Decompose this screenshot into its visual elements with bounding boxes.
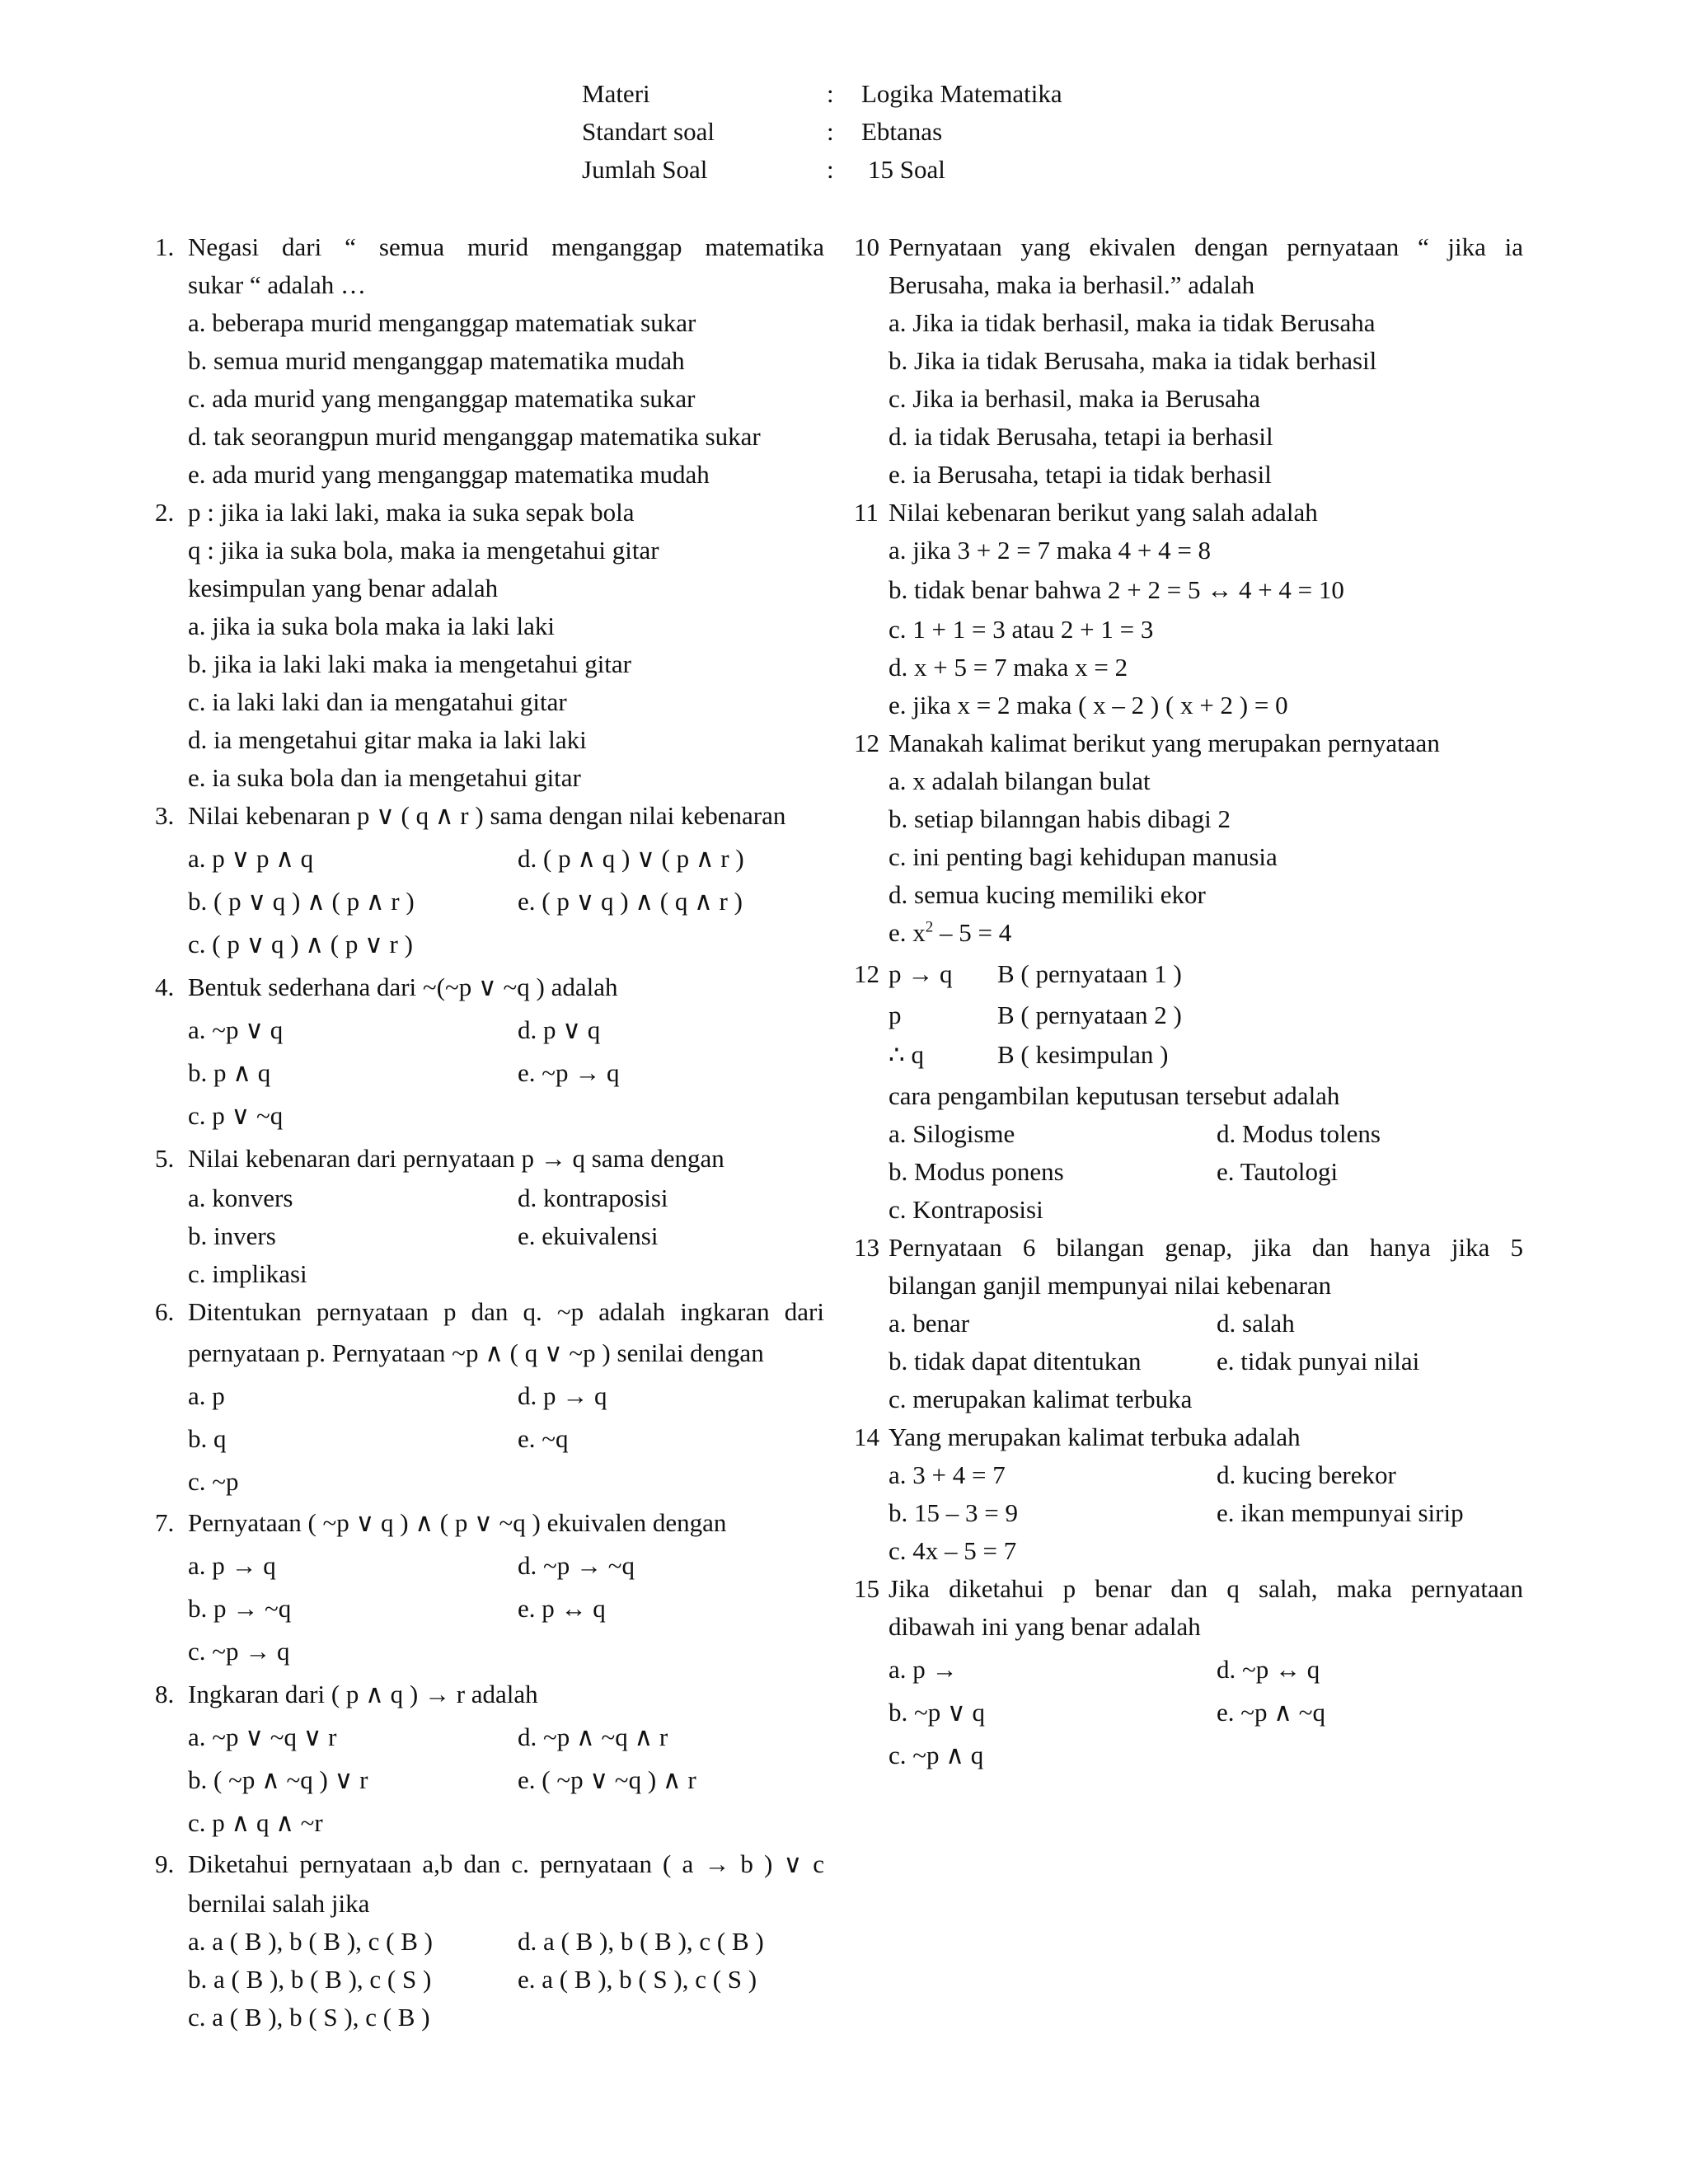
option-d: d. semua kucing memiliki ekor (889, 880, 1206, 909)
option-c: c. 4x – 5 = 7 (889, 1536, 1017, 1565)
question-text: Diketahui pernyataan a,b dan c. pernyataan ( a → b ) ∨ c (188, 1849, 824, 1878)
option-a: a. jika ia suka bola maka ia laki laki (188, 612, 556, 640)
question-text: Pernyataan ( ~p ∨ q ) ∧ ( p ∨ ~q ) ekuivalen dengan (188, 1508, 727, 1537)
option-b: b. p → ~q (188, 1594, 292, 1623)
option-e: e. ( p ∨ q ) ∧ ( q ∧ r ) (518, 887, 743, 916)
header-separator: : (827, 155, 834, 184)
option-e: e. ~p → q (518, 1058, 620, 1087)
option-a: a. p → (889, 1655, 958, 1684)
question-text: Bentuk sederhana dari ~(~p ∨ ~q ) adalah (188, 972, 618, 1001)
option-b: b. tidak dapat ditentukan (889, 1347, 1142, 1376)
option-e: e. jika x = 2 maka ( x – 2 ) ( x + 2 ) = 0 (889, 691, 1288, 719)
question-number: 9. (155, 1849, 175, 1878)
option-e: e. p ↔ q (518, 1594, 606, 1623)
question-text: Berusaha, maka ia berhasil.” adalah (889, 270, 1255, 299)
option-a: a. Jika ia tidak berhasil, maka ia tidak Berusaha (889, 308, 1376, 337)
option-e: e. ikan mempunyai sirip (1217, 1498, 1464, 1527)
option-b: b. Jika ia tidak Berusaha, maka ia tidak berhasil (889, 346, 1377, 375)
option-d: d. salah (1217, 1309, 1295, 1338)
premise-2: p (889, 1001, 902, 1029)
option-d: d. ~p ↔ q (1217, 1655, 1320, 1684)
option-c: c. a ( B ), b ( S ), c ( B ) (188, 2003, 430, 2032)
option-b: b. q (188, 1424, 227, 1453)
question-text: q : jika ia suka bola, maka ia mengetahui gitar (188, 536, 659, 565)
option-e: e. ( ~p ∨ ~q ) ∧ r (518, 1765, 696, 1794)
option-d: d. tak seorangpun murid menganggap matematika sukar (188, 422, 761, 451)
exponent: 2 (925, 918, 934, 936)
option-d: d. x + 5 = 7 maka x = 2 (889, 653, 1128, 682)
option-a: a. x adalah bilangan bulat (889, 766, 1151, 795)
option-e: e. tidak punyai nilai (1217, 1347, 1420, 1376)
question-number: 3. (155, 801, 175, 830)
question-text: dibawah ini yang benar adalah (889, 1612, 1201, 1641)
question-number: 2. (155, 498, 175, 527)
option-a: a. benar (889, 1309, 970, 1338)
premise-1-label: B ( pernyataan 1 ) (997, 959, 1182, 988)
question-text: sukar “ adalah … (188, 270, 367, 299)
option-d: d. ~p → ~q (518, 1551, 635, 1580)
option-a: a. p → q (188, 1551, 276, 1580)
option-a: a. beberapa murid menganggap matematiak sukar (188, 308, 696, 337)
option-b: b. Modus ponens (889, 1157, 1064, 1186)
option-d: d. kontraposisi (518, 1183, 668, 1212)
option-d: d. ia tidak Berusaha, tetapi ia berhasil (889, 422, 1273, 451)
option-e: e. ia Berusaha, tetapi ia tidak berhasil (889, 460, 1272, 489)
conclusion: ∴ q (889, 1040, 924, 1069)
question-number: 12 (854, 729, 879, 757)
header-value: Ebtanas (861, 117, 943, 146)
option-b: b. ( ~p ∧ ~q ) ∨ r (188, 1765, 368, 1794)
question-text: bernilai salah jika (188, 1889, 370, 1918)
question-number: 11 (854, 498, 879, 527)
header-value: 15 Soal (868, 155, 945, 184)
question-number: 4. (155, 972, 175, 1001)
option-b: b. p ∧ q (188, 1058, 271, 1087)
question-text: Nilai kebenaran dari pernyataan p → q sama dengan (188, 1144, 724, 1173)
option-e: e. ~p ∧ ~q (1217, 1698, 1325, 1727)
question-number: 8. (155, 1680, 175, 1708)
option-b: b. ( p ∨ q ) ∧ ( p ∧ r ) (188, 887, 415, 916)
option-e: e. Tautologi (1217, 1157, 1339, 1186)
header-separator: : (827, 79, 834, 108)
option-b: b. tidak benar bahwa 2 + 2 = 5 ↔ 4 + 4 = 10 (889, 575, 1344, 604)
option-c: c. ~p → q (188, 1637, 290, 1666)
question-text: Pernyataan yang ekivalen dengan pernyataan “ jika ia (889, 232, 1523, 261)
question-text: Nilai kebenaran berikut yang salah adalah (889, 498, 1318, 527)
option-d: d. ia mengetahui gitar maka ia laki laki (188, 725, 587, 754)
option-e: e. a ( B ), b ( S ), c ( S ) (518, 1965, 757, 1994)
question-text: Ingkaran dari ( p ∧ q ) → r adalah (188, 1680, 538, 1708)
option-a: a. konvers (188, 1183, 293, 1212)
question-text: Ditentukan pernyataan p dan q. ~p adalah ingkaran dari (188, 1297, 824, 1326)
option-c: c. ~p (188, 1467, 239, 1496)
question-number: 13 (854, 1233, 879, 1262)
option-c: c. merupakan kalimat terbuka (889, 1385, 1193, 1413)
question-text: kesimpulan yang benar adalah (188, 574, 499, 602)
header-label: Jumlah Soal (582, 155, 708, 184)
option-c: c. 1 + 1 = 3 atau 2 + 1 = 3 (889, 615, 1154, 644)
question-number: 5. (155, 1144, 175, 1173)
option-c: c. ~p ∧ q (889, 1741, 984, 1769)
option-c: c. Jika ia berhasil, maka ia Berusaha (889, 384, 1261, 413)
option-c: c. Kontraposisi (889, 1195, 1043, 1224)
option-d: d. ( p ∧ q ) ∨ ( p ∧ r ) (518, 844, 744, 873)
question-text: Negasi dari “ semua murid menganggap matematika (188, 232, 824, 261)
option-e-text: – 5 = 4 (933, 918, 1012, 947)
option-b: b. ~p ∨ q (889, 1698, 985, 1727)
premise-2-label: B ( pernyataan 2 ) (997, 1001, 1182, 1029)
option-e: e. ia suka bola dan ia mengetahui gitar (188, 763, 581, 792)
question-number: 10 (854, 232, 879, 261)
header-label: Standart soal (582, 117, 715, 146)
premise-1: p → q (889, 959, 953, 988)
option-a: a. ~p ∨ ~q ∨ r (188, 1722, 337, 1751)
question-number: 14 (854, 1422, 879, 1451)
option-a: a. jika 3 + 2 = 7 maka 4 + 4 = 8 (889, 536, 1212, 565)
question-text: cara pengambilan keputusan tersebut adalah (889, 1081, 1340, 1110)
conclusion-label: B ( kesimpulan ) (997, 1040, 1169, 1069)
header-value: Logika Matematika (861, 79, 1062, 108)
option-c: c. implikasi (188, 1259, 307, 1288)
question-number: 15 (854, 1574, 879, 1603)
header-separator: : (827, 117, 834, 146)
question-text: Yang merupakan kalimat terbuka adalah (889, 1422, 1301, 1451)
option-d: d. a ( B ), b ( B ), c ( B ) (518, 1927, 764, 1956)
option-b: b. invers (188, 1221, 276, 1250)
question-number: 7. (155, 1508, 175, 1537)
option-d: d. kucing berekor (1217, 1460, 1396, 1489)
option-d: d. p → q (518, 1381, 607, 1410)
question-text: Manakah kalimat berikut yang merupakan pernyataan (889, 729, 1440, 757)
option-e: e. ekuivalensi (518, 1221, 659, 1250)
option-a: a. a ( B ), b ( B ), c ( B ) (188, 1927, 433, 1956)
option-e (889, 918, 1011, 948)
option-e: e. ~q (518, 1424, 569, 1453)
question-number: 1. (155, 232, 175, 261)
option-e: e. ada murid yang menganggap matematika mudah (188, 460, 710, 489)
question-number: 12 (854, 959, 879, 988)
option-a: a. 3 + 4 = 7 (889, 1460, 1006, 1489)
option-b: b. jika ia laki laki maka ia mengetahui gitar (188, 649, 632, 678)
option-d: d. ~p ∧ ~q ∧ r (518, 1722, 668, 1751)
option-e-text: e. x (889, 918, 926, 947)
question-text: Jika diketahui p benar dan q salah, maka pernyataan (889, 1574, 1523, 1603)
option-d: d. p ∨ q (518, 1015, 601, 1044)
header-label: Materi (582, 79, 650, 108)
option-a: a. p (188, 1381, 225, 1410)
option-b: b. semua murid menganggap matematika mudah (188, 346, 685, 375)
option-c: c. ini penting bagi kehidupan manusia (889, 842, 1278, 871)
option-c: c. ia laki laki dan ia mengatahui gitar (188, 687, 567, 716)
question-text: Nilai kebenaran p ∨ ( q ∧ r ) sama dengan nilai kebenaran (188, 801, 786, 830)
question-number: 6. (155, 1297, 175, 1326)
option-c: c. ada murid yang menganggap matematika sukar (188, 384, 696, 413)
question-text: Pernyataan 6 bilangan genap, jika dan hanya jika 5 (889, 1233, 1523, 1262)
option-b: b. setiap bilanngan habis dibagi 2 (889, 804, 1231, 833)
question-text: p : jika ia laki laki, maka ia suka sepak bola (188, 498, 635, 527)
option-b: b. a ( B ), b ( B ), c ( S ) (188, 1965, 432, 1994)
option-a: a. ~p ∨ q (188, 1015, 284, 1044)
question-text: pernyataan p. Pernyataan ~p ∧ ( q ∨ ~p ) senilai dengan (188, 1338, 764, 1367)
option-a: a. Silogisme (889, 1119, 1015, 1148)
option-d: d. Modus tolens (1217, 1119, 1381, 1148)
option-c: c. p ∧ q ∧ ~r (188, 1808, 323, 1837)
option-b: b. 15 – 3 = 9 (889, 1498, 1018, 1527)
option-c: c. ( p ∨ q ) ∧ ( p ∨ r ) (188, 930, 413, 958)
option-c: c. p ∨ ~q (188, 1101, 284, 1130)
question-text: bilangan ganjil mempunyai nilai kebenaran (889, 1271, 1332, 1300)
option-a: a. p ∨ p ∧ q (188, 844, 314, 873)
